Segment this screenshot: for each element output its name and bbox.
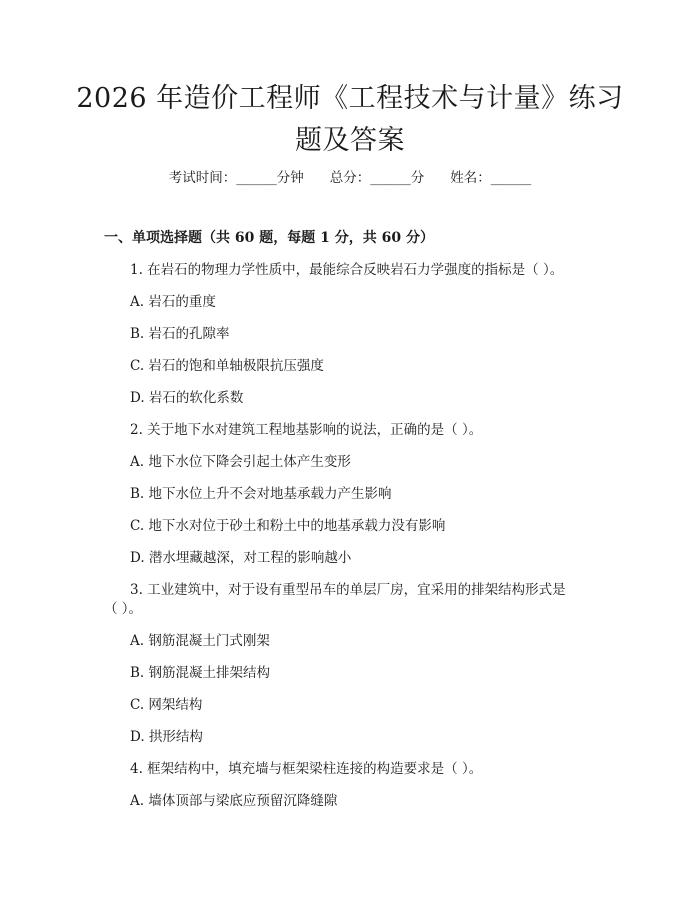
question-2-option-b: B. 地下水位上升不会对地基承载力产生影响 xyxy=(130,486,392,502)
question-3-option-a: A. 钢筋混凝土门式刚架 xyxy=(130,633,270,649)
question-4-stem: 4. 框架结构中，填充墙与框架梁柱连接的构造要求是（ ）。 xyxy=(130,761,483,777)
question-3-option-b: B. 钢筋混凝土排架结构 xyxy=(130,665,271,681)
total-score-label: 总分： xyxy=(329,170,371,186)
name-label: 姓名： xyxy=(450,170,491,186)
total-score-unit: 分 xyxy=(410,170,425,186)
document-title-line-2: 题及答案 xyxy=(295,125,405,156)
exam-info-line xyxy=(0,168,700,188)
question-3-option-c: C. 网架结构 xyxy=(130,697,203,713)
question-4-option-a: A. 墙体顶部与梁底应预留沉降缝隙 xyxy=(130,793,338,809)
question-3-stem: 3. 工业建筑中，对于设有重型吊车的单层厂房，宜采用的排架结构形式是 xyxy=(130,582,566,598)
question-1-option-a: A. 岩石的重度 xyxy=(130,294,216,310)
exam-time-blank: ______ xyxy=(236,170,277,186)
document-title xyxy=(70,78,630,162)
question-1-option-d: D. 岩石的软化系数 xyxy=(130,390,244,406)
question-1-stem: 1. 在岩石的物理力学性质中，最能综合反映岩石力学强度的指标是（ ）。 xyxy=(130,262,564,278)
section-heading: 一、单项选择题（共 60 题，每题 1 分，共 60 分） xyxy=(104,230,434,246)
question-2-option-a: A. 地下水位下降会引起土体产生变形 xyxy=(130,454,351,470)
name-blank: ______ xyxy=(490,170,532,186)
exam-time-unit: 分钟 xyxy=(276,170,304,186)
document-title-line-1: 2026 年造价工程师《工程技术与计量》练习 xyxy=(76,83,624,114)
question-3-stem-continued: （ ）。 xyxy=(104,601,143,617)
question-1-option-c: C. 岩石的饱和单轴极限抗压强度 xyxy=(130,358,324,374)
total-score-blank: ______ xyxy=(370,170,411,186)
question-1-option-b: B. 岩石的孔隙率 xyxy=(130,326,230,342)
question-3-option-d: D. 拱形结构 xyxy=(130,729,203,745)
question-2-option-c: C. 地下水对位于砂土和粉土中的地基承载力没有影响 xyxy=(130,518,446,534)
exam-time-label: 考试时间： xyxy=(168,170,237,186)
question-2-option-d: D. 潜水埋藏越深，对工程的影响越小 xyxy=(130,550,352,566)
question-2-stem: 2. 关于地下水对建筑工程地基影响的说法，正确的是（ ）。 xyxy=(130,422,483,438)
